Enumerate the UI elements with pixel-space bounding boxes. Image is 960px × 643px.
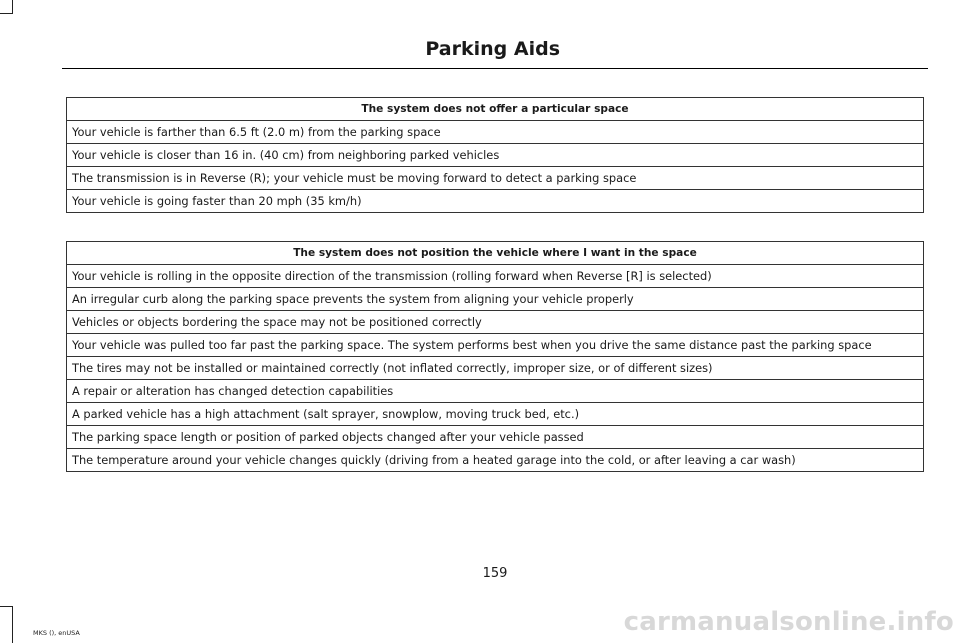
table-cell: Your vehicle is farther than 6.5 ft (2.0 m) from the parking space — [67, 121, 924, 144]
table-cell: Your vehicle was pulled too far past the parking space. The system performs best when you drive the same distance past the parking space — [67, 334, 924, 357]
table-heading: The system does not position the vehicle where I want in the space — [67, 242, 924, 265]
table-cell: Your vehicle is closer than 16 in. (40 cm) from neighboring parked vehicles — [67, 144, 924, 167]
table-row — [67, 334, 924, 357]
table-row — [67, 380, 924, 403]
table-cell: The temperature around your vehicle changes quickly (driving from a heated garage into the cold, or after leaving a car wash) — [67, 449, 924, 472]
crop-mark-bottom-left-horizontal — [0, 606, 13, 607]
header-rule — [62, 68, 928, 69]
table-cell: An irregular curb along the parking space prevents the system from aligning your vehicle properly — [67, 288, 924, 311]
table-cell: A repair or alteration has changed detection capabilities — [67, 380, 924, 403]
table-row — [67, 311, 924, 334]
watermark: carmanualsonline.info — [623, 607, 954, 637]
table-row — [67, 121, 924, 144]
table-cell: The parking space length or position of parked objects changed after your vehicle passed — [67, 426, 924, 449]
crop-mark-bottom-left-vertical — [12, 606, 13, 643]
crop-mark-top-left-vertical — [12, 0, 13, 14]
table-cell: The tires may not be installed or maintained correctly (not inflated correctly, improper size, or of different sizes) — [67, 357, 924, 380]
table-cell: Vehicles or objects bordering the space may not be positioned correctly — [67, 311, 924, 334]
table-cell: Your vehicle is going faster than 20 mph (35 km/h) — [67, 190, 924, 213]
table-cell: Your vehicle is rolling in the opposite direction of the transmission (rolling forward when Reverse [R] is selected) — [67, 265, 924, 288]
page-title: Parking Aids — [425, 38, 560, 60]
table-heading: The system does not offer a particular space — [67, 98, 924, 121]
table-row — [67, 167, 924, 190]
table-row — [67, 288, 924, 311]
table-row — [67, 403, 924, 426]
table-row — [67, 144, 924, 167]
table-header-row — [67, 242, 924, 265]
table-row — [67, 190, 924, 213]
table-cell: The transmission is in Reverse (R); your vehicle must be moving forward to detect a parking space — [67, 167, 924, 190]
no-space-table — [66, 97, 924, 213]
table-row — [67, 265, 924, 288]
table-header-row — [67, 98, 924, 121]
table-row — [67, 426, 924, 449]
wrong-position-table — [66, 241, 924, 472]
crop-mark-top-left-horizontal — [0, 13, 13, 14]
footer-doc-code: MKS (), enUSA — [33, 629, 80, 637]
table-row — [67, 357, 924, 380]
table-row — [67, 449, 924, 472]
table-cell: A parked vehicle has a high attachment (salt sprayer, snowplow, moving truck bed, etc.) — [67, 403, 924, 426]
page-number: 159 — [482, 566, 508, 581]
